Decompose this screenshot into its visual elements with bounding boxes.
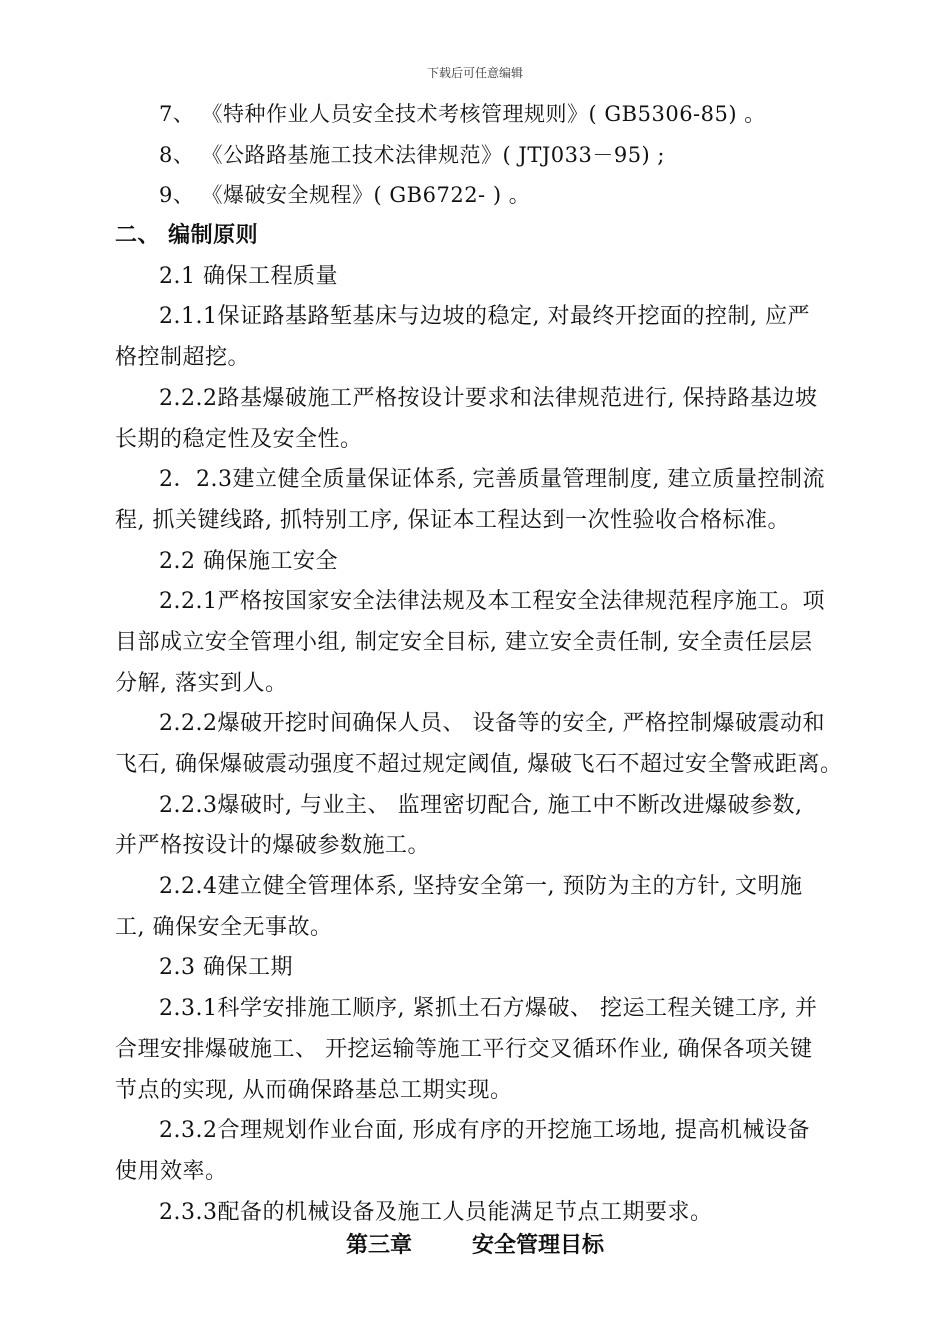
chapter-heading (0, 1226, 950, 1266)
paragraph-line: 2.3.3配备的机械设备及施工人员能满足节点工期要求。 (159, 1199, 713, 1225)
paragraph-line: 2.2.2路基爆破施工严格按设计要求和法律规范进行, 保持路基边坡 (159, 385, 818, 411)
paragraph-line: 分解, 落实到人。 (115, 670, 288, 696)
paragraph-line: 并严格按设计的爆破参数施工。 (115, 833, 431, 859)
reference-item: 8、 《公路路基施工技术法律规范》( JTJ033－95) ; (159, 142, 665, 167)
paragraph-line: 工, 确保安全无事故。 (115, 914, 333, 940)
paragraph-line: 2.2.4建立健全管理体系, 坚持安全第一, 预防为主的方针, 文明施 (159, 874, 803, 900)
paragraph-line: 节点的实现, 从而确保路基总工期实现。 (115, 1077, 513, 1103)
paragraph-line: 2．2.3建立健全质量保证体系, 完善质量管理制度, 建立质量控制流 (159, 467, 825, 493)
paragraph-line: 飞石, 确保爆破震动强度不超过规定阈值, 爆破飞石不超过安全警戒距离。 (115, 752, 843, 777)
paragraph-line: 格控制超挖。 (115, 345, 251, 371)
paragraph-line: 目部成立安全管理小组, 制定安全目标, 建立安全责任制, 安全责任层层 (115, 629, 813, 655)
section-heading: 二、 编制原则 (115, 223, 259, 249)
chapter-title: 安全管理目标 (472, 1233, 605, 1258)
chapter-number: 第三章 (345, 1233, 412, 1258)
paragraph-line: 程, 抓关键线路, 抓特别工序, 保证本工程达到一次性验收合格标准。 (115, 507, 790, 533)
paragraph-line: 2.2.3爆破时, 与业主、 监理密切配合, 施工中不断改进爆破参数, (159, 792, 803, 818)
paragraph-line: 2.2.1严格按国家安全法律法规及本工程安全法律规范程序施工。项 (159, 589, 825, 615)
paragraph-line: 2.2.2爆破开挖时间确保人员、 设备等的安全, 严格控制爆破震动和 (159, 711, 825, 737)
document-body (115, 94, 860, 1233)
paragraph-line: 2.3.1科学安排施工顺序, 紧抓土石方爆破、 挖运工程关键工序, 并 (159, 996, 818, 1022)
header-note: 下载后可任意编辑 (426, 66, 523, 80)
paragraph-line: 合理安排爆破施工、 开挖运输等施工平行交叉循环作业, 确保各项关键 (115, 1036, 813, 1062)
paragraph-line: 使用效率。 (115, 1158, 228, 1184)
reference-item: 7、 《特种作业人员安全技术考核管理规则》( GB5306-85) 。 (159, 102, 766, 126)
reference-item: 9、 《爆破安全规程》( GB6722- ) 。 (159, 183, 531, 208)
subsection-heading: 2.1 确保工程质量 (159, 263, 338, 289)
subsection-heading: 2.2 确保施工安全 (159, 548, 338, 574)
paragraph-line: 长期的稳定性及安全性。 (115, 426, 363, 452)
subsection-heading: 2.3 确保工期 (159, 955, 293, 981)
paragraph-line: 2.3.2合理规划作业台面, 形成有序的开挖施工场地, 提高机械设备 (159, 1118, 810, 1144)
paragraph-line: 2.1.1保证路基路堑基床与边坡的稳定, 对最终开挖面的控制, 应严 (159, 304, 810, 330)
